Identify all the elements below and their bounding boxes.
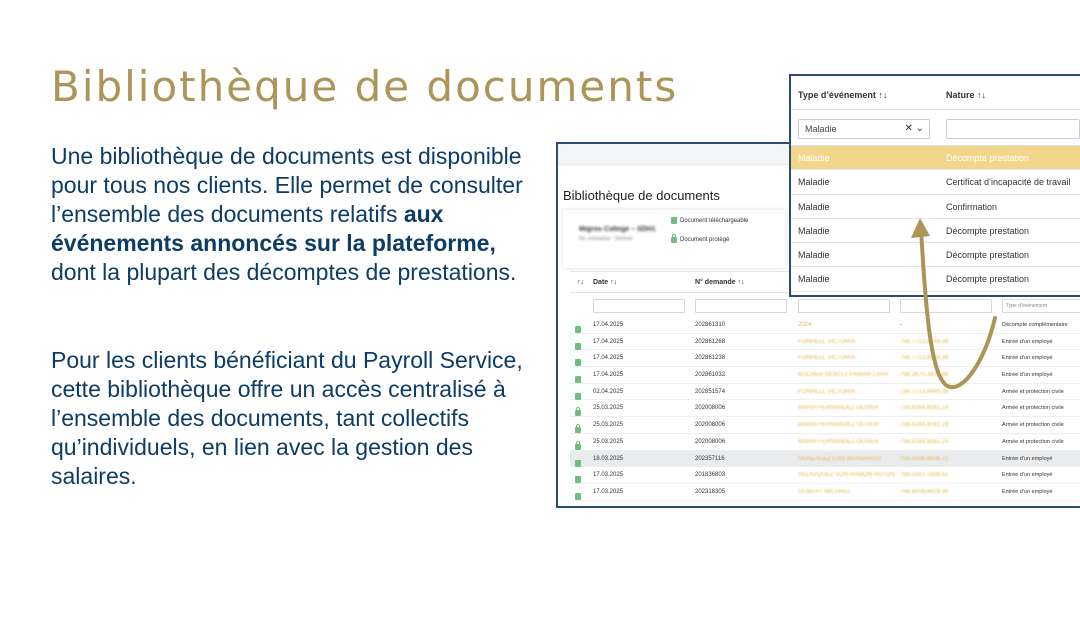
- cell-avs-number: 756.8184.8081.24: [900, 405, 949, 412]
- event-type-filter-zoom: [789, 74, 1080, 297]
- cell-employee-name: MARIA FERNANDEZ OLIVER: [798, 405, 879, 412]
- table-row[interactable]: [570, 334, 1080, 351]
- company-details: No. entreprise · Genève: [579, 236, 633, 242]
- cell-event-type: Armée et protection civile: [1002, 422, 1064, 429]
- cell-employee-name: GONZALEZ LUIS BERNARDO: [798, 455, 882, 462]
- cell-event-type: Armée et protection civile: [1002, 438, 1064, 445]
- cell-avs-number: 756.3161.7008.51: [900, 472, 949, 479]
- cell-event-type: Maladie: [798, 274, 830, 285]
- table-row[interactable]: [570, 367, 1080, 384]
- type-filter-input[interactable]: Type d’événement: [1002, 299, 1080, 313]
- cell-date: 17.04.2025: [593, 372, 624, 379]
- intro-text-b: dont la plupart des décomptes de prestations.: [51, 259, 517, 285]
- cell-date: 17.03.2025: [593, 472, 624, 479]
- table-row[interactable]: [570, 451, 1080, 468]
- clear-icon[interactable]: ✕: [904, 123, 913, 134]
- cell-event-type: Maladie: [798, 153, 830, 163]
- cell-date: 18.03.2025: [593, 455, 624, 462]
- sort-icon: ↑↓: [977, 90, 987, 100]
- column-date[interactable]: [593, 279, 617, 286]
- intro-text-a: Une bibliothèque de documents est disponible pour tous nos clients. Elle permet de consulter l’ensemble des documents relatifs: [51, 143, 523, 227]
- cell-request-no: 202861310: [695, 322, 726, 328]
- cell-date: 17.04.2025: [593, 322, 624, 328]
- column-request-no[interactable]: [695, 279, 744, 286]
- event-type-selected: Maladie: [805, 124, 837, 134]
- column-date-label: Date: [593, 279, 609, 286]
- cell-event-type: Entrée d’un employé: [1002, 338, 1053, 345]
- cell-event-type: Maladie: [798, 177, 830, 188]
- overlay-header: [791, 76, 1080, 110]
- cell-employee-name: FONHELL VICTORIA: [798, 388, 856, 395]
- cell-avs-number: 756.7713.8449.38: [900, 338, 949, 345]
- overlay-row[interactable]: [791, 170, 1080, 194]
- cell-employee-name: MARIA FERNANDEZ OLIVER: [798, 438, 879, 445]
- cell-nature: Décompte prestation: [946, 274, 1030, 285]
- overlay-rows: [791, 146, 1080, 292]
- cell-date: 17.04.2025: [593, 338, 624, 345]
- cell-request-no: 202318305: [695, 488, 726, 495]
- cell-event-type: Maladie: [798, 201, 830, 212]
- cell-avs-number: 756.3670.3914.84: [900, 372, 949, 379]
- cell-nature: Décompte prestation: [946, 250, 1030, 261]
- cell-date: 25.03.2025: [593, 438, 624, 445]
- column-event-type-label: Type d’événement: [798, 90, 876, 100]
- slide-title: Bibliothèque de documents: [51, 62, 679, 111]
- event-type-select[interactable]: [798, 119, 930, 139]
- cell-avs-number: 756.7713.8449.38: [900, 355, 949, 362]
- request-filter-input[interactable]: [695, 299, 787, 313]
- select-controls: [904, 123, 924, 134]
- cell-employee-name: MARIA FERNANDEZ OLIVER: [798, 422, 879, 429]
- company-name: Migros College – SDH1: [579, 226, 656, 233]
- table-row[interactable]: [570, 400, 1080, 417]
- cell-event-type: Décompte complémentaire: [1002, 322, 1068, 328]
- lock-icon: [671, 237, 677, 243]
- overlay-row[interactable]: [791, 146, 1080, 170]
- cell-event-type: Entrée d’un employé: [1002, 488, 1053, 495]
- cell-employee-name: GUBERT MICHAEL: [798, 488, 852, 495]
- cell-date: 17.04.2025: [593, 355, 624, 362]
- document-icon: [671, 217, 677, 224]
- legend-downloadable: [671, 217, 748, 224]
- cell-request-no: 202851574: [695, 388, 726, 395]
- cell-request-no: 202861032: [695, 372, 726, 379]
- cell-request-no: 202357116: [695, 455, 725, 462]
- intro-text-bold: aux événements annoncés sur la plateforme,: [51, 201, 496, 256]
- overlay-row[interactable]: [791, 267, 1080, 291]
- table-row[interactable]: [570, 484, 1080, 501]
- intro-paragraph: [51, 142, 536, 287]
- cell-date: 17.03.2025: [593, 488, 624, 495]
- cell-request-no: 202861238: [695, 355, 726, 362]
- cell-employee-name: FONHELL VICTORIA: [798, 355, 856, 362]
- sort-icon[interactable]: ↑↓: [577, 279, 584, 286]
- table-row[interactable]: [570, 434, 1080, 451]
- legend-protected: [671, 236, 729, 243]
- table-row[interactable]: [570, 467, 1080, 484]
- cell-avs-number: 756.5558.8406.71: [900, 455, 949, 462]
- table-row[interactable]: [570, 417, 1080, 434]
- table-body: [570, 317, 1080, 501]
- cell-nature: Décompte prestation: [946, 225, 1030, 236]
- cell-request-no: 202861268: [695, 338, 726, 345]
- cell-employee-name: 2024: [798, 322, 812, 328]
- cell-nature: Décompte prestation: [946, 153, 1030, 163]
- cell-event-type: Entrée d’un employé: [1002, 472, 1053, 479]
- table-row[interactable]: [570, 317, 1080, 334]
- cell-request-no: 201836803: [695, 472, 726, 479]
- overlay-filter-row: [791, 110, 1080, 146]
- chevron-down-icon[interactable]: ⌄: [915, 123, 924, 134]
- cell-employee-name: FONHELL VICTORIA: [798, 338, 856, 345]
- cell-event-type: Maladie: [798, 250, 830, 261]
- column-nature[interactable]: [946, 90, 986, 100]
- library-title: Bibliothèque de documents: [563, 188, 720, 203]
- cell-employee-name: VELAZQUEZ VON RAMON ANTON: [798, 472, 895, 479]
- table-row[interactable]: [570, 350, 1080, 367]
- cell-avs-number: 756.8184.8081.24: [900, 422, 949, 429]
- documents-table: [570, 271, 1080, 501]
- cell-event-type: Maladie: [798, 225, 830, 236]
- legend-downloadable-label: Document téléchargeable: [680, 217, 749, 224]
- payroll-paragraph: Pour les clients bénéficiant du Payroll Service, cette bibliothèque offre un accès centralisé à l’ensemble des documents, tant collectifs qu’individuels, en lien avec la gestion des salaires.: [51, 347, 523, 489]
- column-request-label: N° demande: [695, 279, 736, 286]
- nature-filter-input[interactable]: [946, 119, 1080, 139]
- table-row[interactable]: [570, 384, 1080, 401]
- cell-nature: Confirmation: [946, 201, 998, 212]
- name-filter-input[interactable]: [798, 299, 890, 313]
- cell-avs-number: -: [900, 322, 902, 328]
- cell-avs-number: 756.8184.8081.24: [900, 438, 949, 445]
- cell-date: 25.03.2025: [593, 422, 624, 429]
- column-nature-label: Nature: [946, 90, 975, 100]
- cell-event-type: Entrée d’un employé: [1002, 372, 1053, 379]
- overlay-row[interactable]: [791, 219, 1080, 243]
- date-filter-input[interactable]: [593, 299, 685, 313]
- cell-avs-number: 756.8008.8419.36: [900, 488, 949, 495]
- column-event-type[interactable]: [798, 90, 887, 100]
- overlay-row[interactable]: [791, 243, 1080, 267]
- cell-employee-name: BUCHER MORITZ FABIAN LARA: [798, 372, 889, 379]
- cell-nature: Certificat d’incapacité de travail: [946, 177, 1071, 188]
- sort-icon: ↑↓: [610, 279, 618, 286]
- sort-icon: ↑↓: [737, 279, 745, 286]
- cell-request-no: 202008006: [695, 438, 726, 445]
- cell-event-type: Entrée d’un employé: [1002, 355, 1053, 362]
- cell-avs-number: 756.7713.8449.38: [900, 388, 949, 395]
- cell-date: 02.04.2025: [593, 388, 624, 395]
- cell-request-no: 202008006: [695, 422, 726, 429]
- sort-icon: ↑↓: [878, 90, 888, 100]
- avs-filter-input[interactable]: [900, 299, 992, 313]
- cell-request-no: 202008006: [695, 405, 726, 412]
- cell-event-type: Armée et protection civile: [1002, 388, 1064, 395]
- cell-event-type: Armée et protection civile: [1002, 405, 1064, 412]
- cell-date: 25.03.2025: [593, 405, 624, 412]
- legend-protected-label: Document protégé: [680, 236, 730, 243]
- cell-event-type: Entrée d’un employé: [1002, 455, 1053, 462]
- overlay-row[interactable]: [791, 195, 1080, 219]
